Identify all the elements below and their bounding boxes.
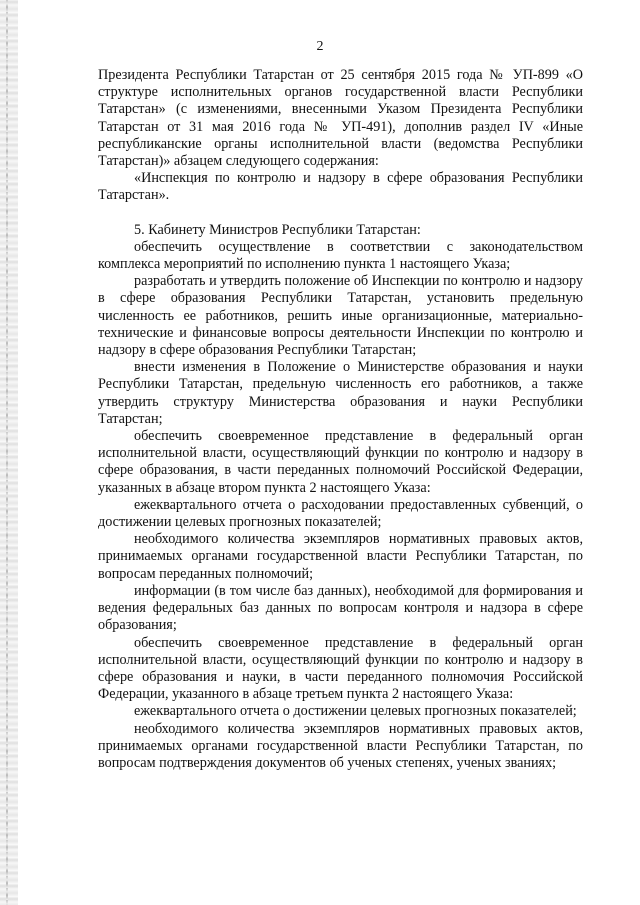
paragraph-inspection-entry: «Инспекция по контролю и надзору в сфере образования Республики Татарстан». xyxy=(98,170,583,204)
paragraph-amend-ministry-regulation: внести изменения в Положение о Министерстве образования и науки Республики Татарстан, предельную численность его работников, а также утвердить структуру Министерства образования и науки Республики Татарстан; xyxy=(98,359,583,427)
paragraph-ensure-reporting-1: обеспечить своевременное представление в федеральный орган исполнительной власти, осуществляющий функции по контролю и надзору в сфере образования, в части переданных полномочий Российской Федерации, указанных в абзаце втором пункта 2 настоящего Указа: xyxy=(98,428,583,496)
paragraph-amendment-intro: Президента Республики Татарстан от 25 сентября 2015 года № УП-899 «О структуре исполнительных органов государственной власти Республики Татарстан» (с изменениями, внесенными Указом Президента Республики Татарстан от 31 мая 2016 года № УП-491), дополнив раздел IV «Иные республиканские органы исполнительной власти (ведомства Республики Татарстан)» абзацем следующего содержания: xyxy=(98,67,583,170)
scan-left-edge xyxy=(0,0,18,905)
paragraph-legal-acts-copies-2: необходимого количества экземпляров нормативных правовых актов, принимаемых органами государственной власти Республики Татарстан, по вопросам подтверждения документов об ученых степенях, ученых званиях; xyxy=(98,720,583,771)
paragraph-ensure-reporting-2: обеспечить своевременное представление в федеральный орган исполнительной власти, осуществляющий функции по контролю и надзору в сфере образования и науки, в части переданного полномочия Российской Федерации, указанного в абзаце третьем пункта 2 настоящего Указа: xyxy=(98,634,583,703)
paragraph-database-information: информации (в том числе баз данных), необходимой для формирования и ведения федеральных баз данных по вопросам контроля и надзора в сфере образования; xyxy=(98,582,583,634)
paragraph-ensure-implementation: обеспечить осуществление в соответствии с законодательством комплекса мероприятий по исполнению пункта 1 настоящего Указа; xyxy=(98,238,583,273)
document-body xyxy=(98,67,583,772)
paragraph-item-5-heading: 5. Кабинету Министров Республики Татарстан: xyxy=(134,221,421,238)
scan-left-edge-line xyxy=(6,0,8,905)
paragraph-quarterly-report-subventions: ежеквартального отчета о расходовании предоставленных субвенций, о достижении целевых прогнозных показателей; xyxy=(98,496,583,531)
paragraph-legal-acts-copies-1: необходимого количества экземпляров нормативных правовых актов, принимаемых органами государственной власти Республики Татарстан, по вопросам переданных полномочий; xyxy=(98,531,583,582)
page-number: 2 xyxy=(316,39,324,54)
paragraph-develop-regulation: разработать и утвердить положение об Инспекции по контролю и надзору в сфере образования Республики Татарстан, установить предельную численность ее работников, решить иные организационные, материально-технические и финансовые вопросы деятельности Инспекции по контролю и надзору в сфере образования Республики Татарстан; xyxy=(98,273,583,359)
paragraph-quarterly-report-targets: ежеквартального отчета о достижении целевых прогнозных показателей; xyxy=(134,703,577,720)
